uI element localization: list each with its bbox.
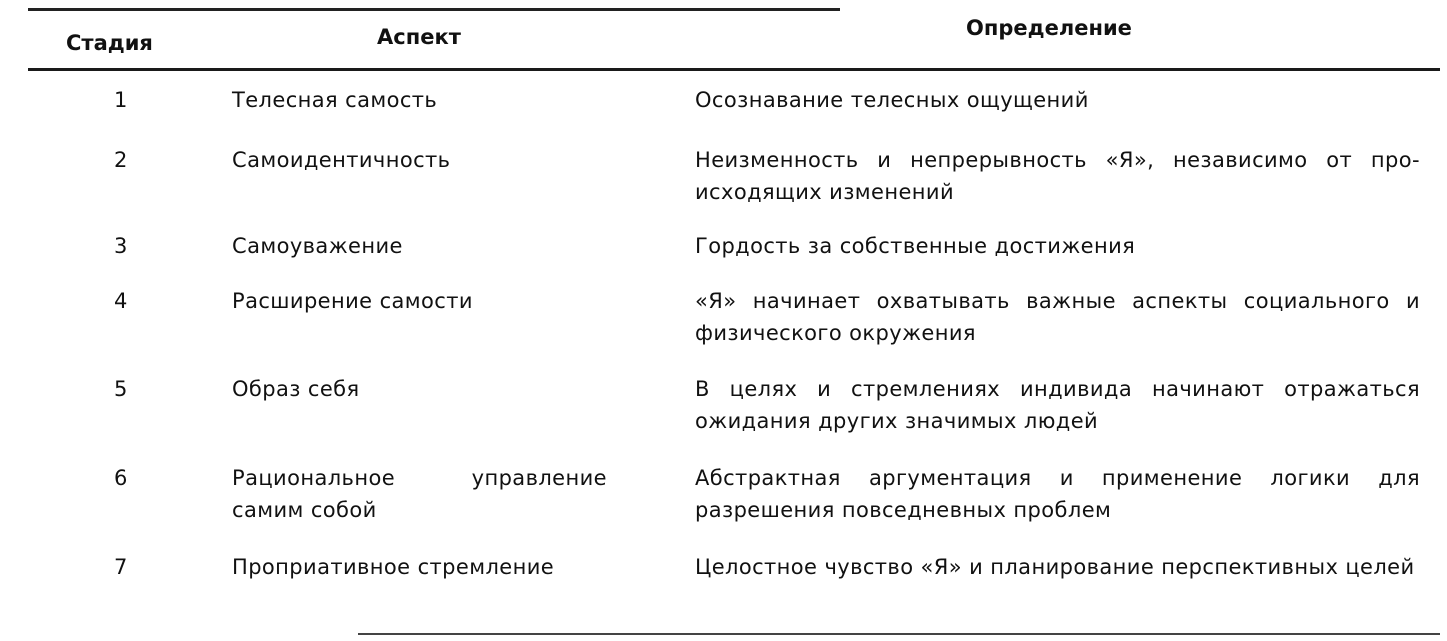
aspect-cell: Рациональное управление самим собой [232, 466, 607, 522]
header-aspect: Аспект [377, 25, 461, 49]
definition-cell: Гордость за собственные достижения [695, 234, 1136, 258]
stage-number: 6 [114, 466, 128, 490]
definition-cell: Абстрактная аргументация и применение логики для разрешения повседневных проблем [695, 466, 1420, 522]
stage-number: 5 [114, 377, 128, 401]
aspect-cell: Самоидентичность [232, 148, 451, 172]
stage-number: 3 [114, 234, 128, 258]
definition-cell: Неизменность и непрерывность «Я», независимо от про-исходящих изменений [695, 148, 1420, 204]
definition-cell: В целях и стремлениях индивида начинают отражаться ожидания других значимых людей [695, 377, 1420, 433]
stage-number: 4 [114, 289, 128, 313]
definition-cell: Целостное чувство «Я» и планирование перспективных целей [695, 555, 1415, 579]
definition-cell: «Я» начинает охватывать важные аспекты социального и физического окружения [695, 289, 1420, 345]
stage-number: 7 [114, 555, 128, 579]
aspect-cell: Проприативное стремление [232, 555, 555, 579]
top-rule [28, 8, 840, 11]
stage-number: 2 [114, 148, 128, 172]
header-definition: Определение [966, 16, 1132, 40]
aspect-cell: Образ себя [232, 377, 360, 401]
aspect-cell: Расширение самости [232, 289, 473, 313]
aspect-cell: Самоуважение [232, 234, 403, 258]
bottom-rule [358, 633, 1440, 635]
definition-cell: Осознавание телесных ощущений [695, 88, 1089, 112]
header-stage: Стадия [66, 31, 153, 55]
header-rule [28, 68, 1440, 71]
aspect-cell: Телесная самость [232, 88, 438, 112]
stage-number: 1 [114, 88, 128, 112]
